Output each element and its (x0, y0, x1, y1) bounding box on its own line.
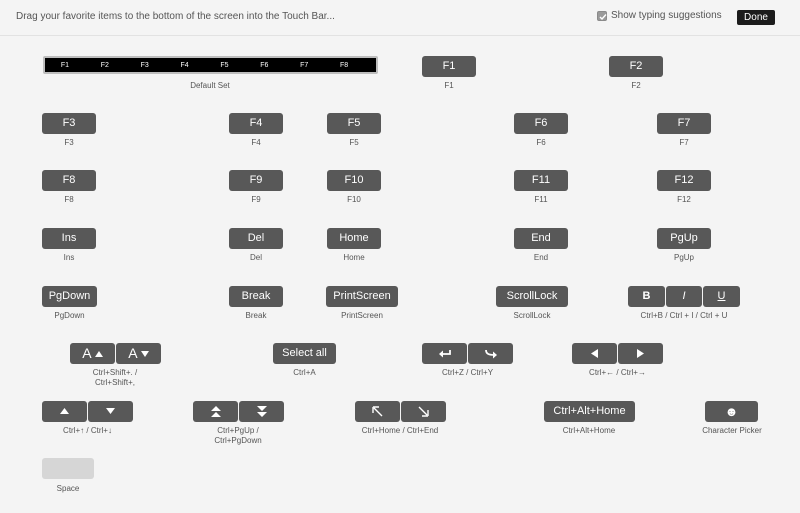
break-key[interactable]: Break (229, 286, 283, 307)
redo-arrow-icon (484, 348, 498, 359)
select-all-key[interactable]: Select all (273, 343, 336, 364)
f12-key[interactable]: F12 (657, 170, 711, 191)
format-label: Ctrl+B / Ctrl + I / Ctrl + U (640, 311, 728, 320)
bold-key[interactable]: B (628, 286, 665, 307)
f7-label: F7 (679, 138, 689, 147)
strip-key: F1 (60, 61, 70, 69)
f1-label: F1 (444, 81, 454, 90)
pgupdown-label-line1: Ctrl+PgUp / (217, 426, 259, 435)
ctrl-pgdown-key[interactable] (239, 401, 284, 422)
end-key[interactable]: End (514, 228, 568, 249)
f3-key[interactable]: F3 (42, 113, 96, 134)
font-larger-letter: A (82, 345, 91, 361)
strip-key: F2 (100, 61, 109, 69)
double-triangle-up-icon (211, 406, 221, 417)
home-end-label: Ctrl+Home / Ctrl+End (361, 426, 439, 435)
ins-label: Ins (63, 253, 75, 262)
fontsize-label-line1: Ctrl+Shift+. / (92, 368, 138, 377)
strip-key: F7 (300, 61, 309, 69)
triangle-down-icon (141, 351, 149, 357)
ctrl-alt-home-label: Ctrl+Alt+Home (562, 426, 616, 435)
f1-key[interactable]: F1 (422, 56, 476, 77)
home-label: Home (343, 253, 365, 262)
f3-label: F3 (64, 138, 74, 147)
f11-label: F11 (534, 195, 548, 204)
printscreen-key[interactable]: PrintScreen (326, 286, 398, 307)
f11-key[interactable]: F11 (514, 170, 568, 191)
strip-key: F3 (140, 61, 149, 69)
done-button[interactable]: Done (737, 10, 775, 25)
f12-label: F12 (677, 195, 691, 204)
arrow-down-right-icon (418, 406, 429, 417)
italic-key[interactable]: I (666, 286, 702, 307)
space-label: Space (56, 484, 80, 493)
f8-key[interactable]: F8 (42, 170, 96, 191)
undo-redo-label: Ctrl+Z / Ctrl+Y (441, 368, 494, 377)
triangle-left-icon (591, 349, 598, 358)
triangle-right-icon (637, 349, 644, 358)
del-label: Del (249, 253, 262, 262)
triangle-up-icon (95, 351, 103, 357)
f10-label: F10 (347, 195, 361, 204)
f2-label: F2 (631, 81, 641, 90)
end-label: End (533, 253, 549, 262)
pgdown-key[interactable]: PgDown (42, 286, 97, 307)
undo-arrow-icon (438, 348, 452, 359)
font-larger-key[interactable] (70, 343, 115, 364)
checkbox-checked-icon[interactable] (597, 11, 607, 21)
f9-label: F9 (251, 195, 261, 204)
f6-key[interactable]: F6 (514, 113, 568, 134)
strip-key: F4 (180, 61, 189, 69)
f4-label: F4 (251, 138, 261, 147)
character-picker-key[interactable]: ☻ (705, 401, 758, 422)
fontsize-label-line2: Ctrl+Shift+, (94, 378, 135, 387)
ctrl-alt-home-key[interactable]: Ctrl+Alt+Home (544, 401, 635, 422)
default-set-label: Default Set (190, 81, 230, 90)
f4-key[interactable]: F4 (229, 113, 283, 134)
scrolllock-label: ScrollLock (513, 311, 551, 320)
show-typing-suggestions-toggle[interactable] (597, 10, 722, 21)
font-smaller-letter: A (128, 345, 137, 361)
pgup-label: PgUp (673, 253, 694, 262)
character-picker-label: Character Picker (702, 426, 762, 435)
ctrl-down-key[interactable] (88, 401, 133, 422)
strip-key: F5 (220, 61, 229, 69)
underline-key[interactable]: U (703, 286, 740, 307)
f5-label: F5 (349, 138, 359, 147)
left-right-label: Ctrl+← / Ctrl+→ (589, 368, 646, 377)
strip-key: F6 (260, 61, 269, 69)
break-label: Break (245, 311, 267, 320)
del-key[interactable]: Del (229, 228, 283, 249)
pgdown-label: PgDown (54, 311, 85, 320)
f2-key[interactable]: F2 (609, 56, 663, 77)
strip-key: F8 (339, 61, 349, 69)
show-typing-label: Show typing suggestions (611, 10, 722, 21)
triangle-down-icon (106, 408, 115, 414)
f8-label: F8 (64, 195, 74, 204)
ctrl-home-key[interactable] (355, 401, 400, 422)
space-key[interactable] (42, 458, 94, 479)
double-triangle-down-icon (257, 406, 267, 417)
scrolllock-key[interactable]: ScrollLock (496, 286, 568, 307)
f7-key[interactable]: F7 (657, 113, 711, 134)
home-key[interactable]: Home (327, 228, 381, 249)
redo-key[interactable] (468, 343, 513, 364)
f5-key[interactable]: F5 (327, 113, 381, 134)
arrow-up-left-icon (372, 406, 383, 417)
pgup-key[interactable]: PgUp (657, 228, 711, 249)
triangle-up-icon (60, 408, 69, 414)
f6-label: F6 (536, 138, 546, 147)
up-down-label: Ctrl+↑ / Ctrl+↓ (63, 426, 112, 435)
f10-key[interactable]: F10 (327, 170, 381, 191)
ins-key[interactable]: Ins (42, 228, 96, 249)
ctrl-up-key[interactable] (42, 401, 87, 422)
font-smaller-key[interactable] (116, 343, 161, 364)
header-bar (0, 0, 800, 36)
ctrl-left-key[interactable] (572, 343, 617, 364)
ctrl-end-key[interactable] (401, 401, 446, 422)
pgupdown-label-line2: Ctrl+PgDown (214, 436, 262, 445)
instruction-text: Drag your favorite items to the bottom of the screen into the Touch Bar... (16, 11, 335, 22)
undo-key[interactable] (422, 343, 467, 364)
ctrl-pgup-key[interactable] (193, 401, 238, 422)
f9-key[interactable]: F9 (229, 170, 283, 191)
ctrl-right-key[interactable] (618, 343, 663, 364)
select-all-label: Ctrl+A (293, 368, 316, 377)
printscreen-label: PrintScreen (341, 311, 383, 320)
default-set-strip[interactable] (43, 56, 378, 74)
